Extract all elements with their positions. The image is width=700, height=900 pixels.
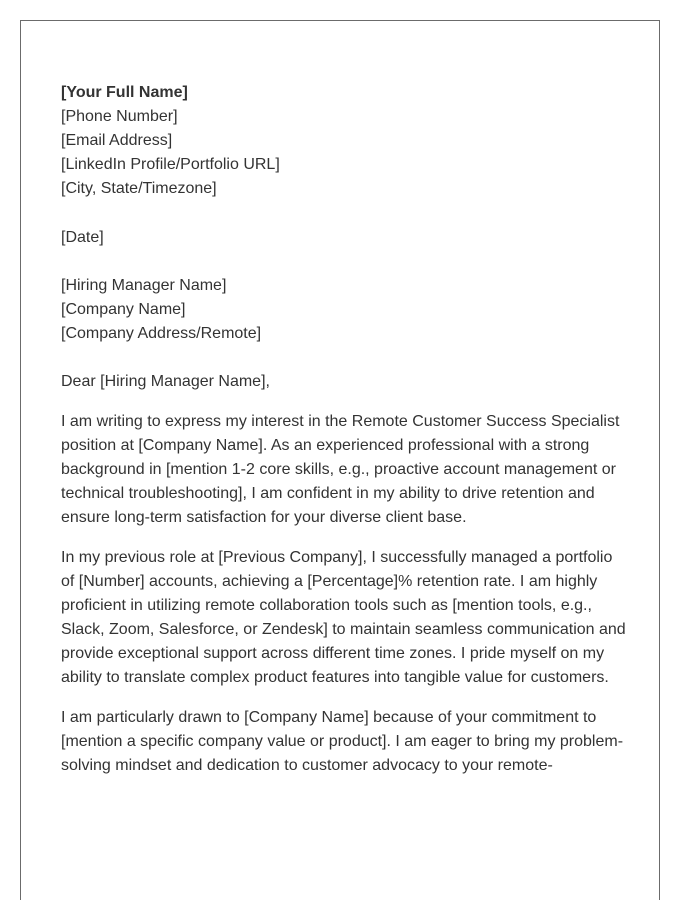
recipient-block: [61, 274, 626, 346]
sender-email: [Email Address]: [61, 132, 173, 149]
sender-location: [City, State/Timezone]: [61, 180, 217, 197]
recipient-address: [Company Address/Remote]: [61, 325, 262, 342]
sender-name: [Your Full Name]: [61, 84, 188, 101]
cover-letter-body: [61, 81, 626, 778]
salutation: Dear [Hiring Manager Name],: [61, 373, 270, 390]
paragraph-motivation: I am particularly drawn to [Company Name] because of your commitment to [mention a specific company value or product]. I am eager to bring my problem-solving mindset and dedication to customer advocacy to your remote-: [61, 709, 624, 774]
recipient-company: [Company Name]: [61, 301, 186, 318]
paragraph-intro: I am writing to express my interest in the Remote Customer Success Specialist position at [Company Name]. As an experienced professional with a strong background in [mention 1-2 core skills, e.g., proactive account management or technical troubleshooting], I am confident in my ability to drive retention and ensure long-term satisfaction for your diverse client base.: [61, 413, 620, 526]
sender-contact-block: [61, 81, 626, 201]
paragraph-experience: In my previous role at [Previous Company], I successfully managed a portfolio of [Number] accounts, achieving a [Percentage]% retention rate. I am highly proficient in utilizing remote collaboration tools such as [mention tools, e.g., Slack, Zoom, Salesforce, or Zendesk] to maintain seamless communication and provide exceptional support across different time zones. I pride myself on my ability to translate complex product features into tangible value for customers.: [61, 549, 626, 686]
document-page: [20, 20, 660, 900]
letter-date: [Date]: [61, 229, 104, 246]
sender-linkedin: [LinkedIn Profile/Portfolio URL]: [61, 156, 280, 173]
sender-phone: [Phone Number]: [61, 108, 178, 125]
recipient-manager: [Hiring Manager Name]: [61, 277, 227, 294]
